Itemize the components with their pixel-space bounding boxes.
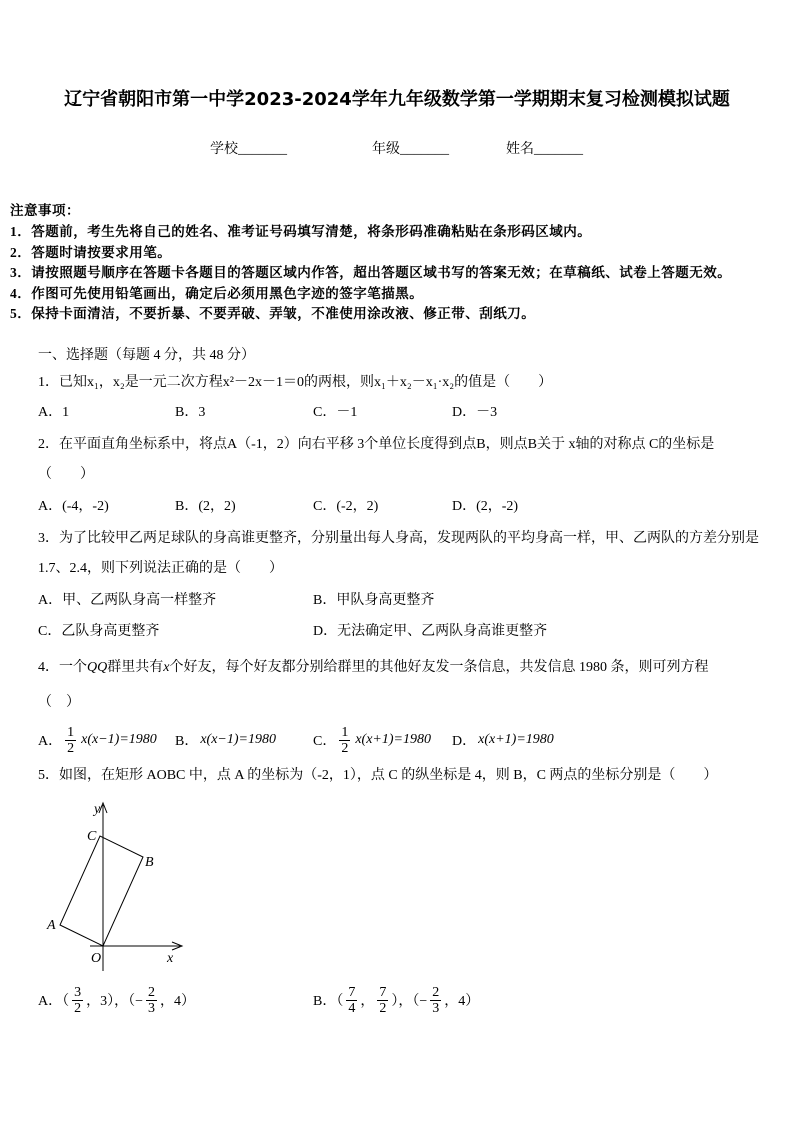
point-a-label: A: [47, 918, 56, 933]
option-label: D．: [452, 734, 477, 749]
question-5-stem: 5．如图，在矩形 AOBC 中，点 A 的坐标为（-2，1），点 C 的纵坐标是 4，则 B，C 两点的坐标分别是（ ）: [38, 768, 718, 783]
notice-item: 4．作图可先使用铅笔画出，确定后必须用黑色字迹的签字笔描黑。: [10, 286, 424, 301]
question-2-answer-blank: （ ）: [38, 467, 94, 482]
numerator: 2: [432, 984, 440, 1000]
origin-label: O: [91, 951, 102, 966]
option-expression: x(x+1)=1980: [355, 732, 431, 747]
denominator: 2: [67, 740, 75, 756]
question-2-option-a: A．(-4，-2): [38, 499, 109, 514]
question-3-stem-continued: 1.7、2.4，则下列说法正确的是（ ）: [38, 561, 283, 576]
notice-item: 5．保持卡面清洁，不要折暴、不要弄破、弄皱，不准使用涂改液、修正带、刮纸刀。: [10, 306, 536, 321]
stem-text: QQ: [87, 660, 108, 675]
question-3-option-c: C．乙队身高更整齐: [38, 624, 160, 639]
notice-item: 2．答题时请按要求用笔。: [10, 245, 172, 260]
fraction: [430, 985, 441, 1016]
question-3-option-a: A．甲、乙两队身高一样整齐: [38, 593, 217, 608]
question-4-answer-blank: （ ）: [38, 695, 80, 710]
school-field: 学校_______: [210, 142, 287, 157]
fraction: [146, 985, 157, 1016]
fraction: [377, 985, 388, 1016]
fraction: [339, 725, 350, 756]
option-text: ，: [360, 994, 375, 1009]
option-label: A．: [38, 734, 63, 749]
question-1-option-b: B．3: [175, 405, 206, 420]
rectangle-coordinate-figure: [30, 795, 190, 980]
question-2-option-d: D．(2，-2): [452, 499, 519, 514]
notice-item: 1．答题前，考生先将自己的姓名、准考证号码填写清楚，将条形码准确粘贴在条形码区域内。: [10, 224, 592, 239]
question-4-option-a: [38, 722, 157, 758]
option-text: ，3），（−: [86, 994, 144, 1009]
exam-title: 辽宁省朝阳市第一中学2023-2024学年九年级数学第一学期期末复习检测模拟试题: [64, 89, 730, 110]
option-expression: x(x+1)=1980: [478, 732, 554, 747]
option-expression: x(x−1)=1980: [200, 732, 276, 747]
section-heading: 一、选择题（每题 4 分，共 48 分）: [38, 348, 255, 363]
stem-text: 群里共有: [107, 660, 164, 675]
point-b-label: B: [145, 855, 154, 870]
question-4-stem: [38, 658, 708, 678]
question-4-option-b: [175, 722, 276, 758]
question-1-stem: 1．已知x₁，x₂是一元二次方程x²－2x－1＝0的两根，则x₁＋x₂－x₁·x₂的值是（ ）: [38, 375, 553, 390]
question-3-option-d: D．无法确定甲、乙两队身高谁更整齐: [313, 624, 548, 639]
denominator: 3: [432, 1000, 440, 1016]
numerator: 7: [379, 984, 387, 1000]
stem-text: 4．一个: [38, 660, 87, 675]
option-text: ，4）: [160, 994, 196, 1009]
notice-item: 3．请按照题号顺序在答题卡各题目的答题区域内作答，超出答题区域书写的答案无效；在草稿纸、试卷上答题无效。: [10, 265, 732, 280]
denominator: 4: [348, 1000, 356, 1016]
stem-text: x: [163, 660, 170, 675]
question-5-option-a: [38, 982, 195, 1018]
option-text: ，4）: [444, 994, 480, 1009]
numerator: 2: [148, 984, 156, 1000]
question-3-stem: 3．为了比较甲乙两足球队的身高谁更整齐，分别量出每人身高，发现两队的平均身高一样，甲、乙两队的方差分别是: [38, 531, 759, 546]
numerator: 1: [341, 724, 349, 740]
fraction: [72, 985, 83, 1016]
question-4-option-d: [452, 722, 554, 758]
denominator: 2: [379, 1000, 387, 1016]
notice-heading: 注意事项：: [10, 203, 80, 218]
option-label: C．: [313, 734, 337, 749]
option-label: B．: [175, 734, 199, 749]
rectangle-aobc: [60, 836, 143, 946]
option-expression: x(x−1)=1980: [81, 732, 157, 747]
question-1-option-a: A．1: [38, 405, 70, 420]
option-label: A．（: [38, 994, 70, 1009]
question-3-option-b: B．甲队身高更整齐: [313, 593, 435, 608]
option-text: ），（−: [391, 994, 428, 1009]
y-axis-label: y: [94, 802, 101, 817]
question-2-option-b: B．(2，2): [175, 499, 236, 514]
numerator: 7: [348, 984, 356, 1000]
question-2-option-c: C．(-2，2): [313, 499, 379, 514]
question-2-stem: 2．在平面直角坐标系中，将点A（-1，2）向右平移 3个单位长度得到点B，则点B关于 x轴的对称点 C的坐标是: [38, 437, 715, 452]
numerator: 1: [67, 724, 75, 740]
name-field: 姓名_______: [506, 142, 583, 157]
question-5-option-b: [313, 982, 479, 1018]
fraction: [346, 985, 357, 1016]
question-1-option-c: C．－1: [313, 405, 358, 420]
denominator: 2: [74, 1000, 82, 1016]
question-1-option-d: D．－3: [452, 405, 498, 420]
x-axis-label: x: [167, 951, 174, 966]
question-4-option-c: [313, 722, 431, 758]
point-c-label: C: [87, 829, 97, 844]
denominator: 3: [148, 1000, 156, 1016]
numerator: 3: [74, 984, 82, 1000]
fraction: [65, 725, 76, 756]
grade-field: 年级_______: [372, 142, 449, 157]
denominator: 2: [341, 740, 349, 756]
option-label: B．（: [313, 994, 344, 1009]
stem-text: 个好友，每个好友都分别给群里的其他好友发一条信息，共发信息 1980 条，则可列方程: [169, 660, 709, 675]
